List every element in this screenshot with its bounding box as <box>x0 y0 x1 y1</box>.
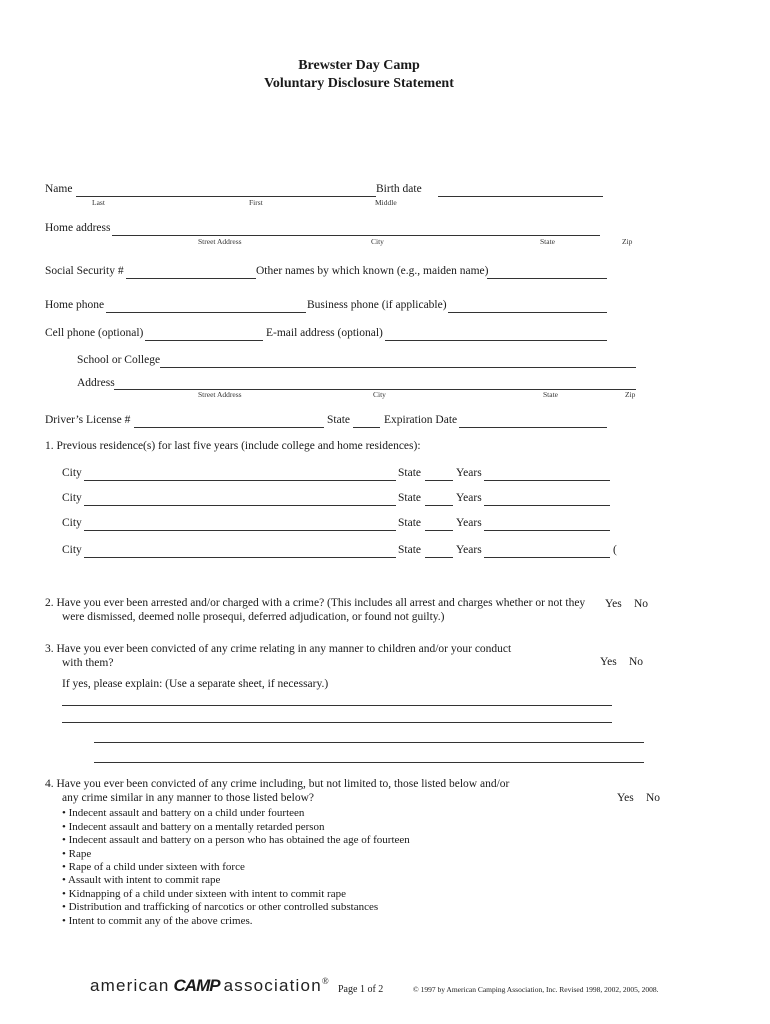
email-label: E-mail address (optional) <box>266 327 383 339</box>
q3-text-line1: 3. Have you ever been convicted of any crime relating in any manner to children and/or your conduct <box>45 643 512 655</box>
school-street-hint: Street Address <box>198 390 242 399</box>
residence-city-field[interactable] <box>84 557 396 558</box>
name-first-hint: First <box>249 198 263 207</box>
residence-trailing-mark: ( <box>613 544 617 556</box>
birth-date-field[interactable] <box>438 196 603 197</box>
form-subtitle: Voluntary Disclosure Statement <box>264 76 454 91</box>
q3-explain-line[interactable] <box>94 762 644 763</box>
q4-no-option[interactable]: No <box>646 792 661 804</box>
school-field[interactable] <box>160 367 636 368</box>
copyright-notice: © 1997 by American Camping Association, Inc. Revised 1998, 2002, 2005, 2008. <box>413 985 659 994</box>
other-names-label: Other names by which known (e.g., maiden name) <box>256 265 489 277</box>
name-last-hint: Last <box>92 198 105 207</box>
residence-years-label: Years <box>456 467 482 479</box>
residence-city-field[interactable] <box>84 480 396 481</box>
q3-yes-option[interactable]: Yes <box>600 656 617 668</box>
q2-text-line2: were dismissed, deemed nolle prosequi, deferred adjudication, or found not guilty.) <box>62 611 445 623</box>
residence-city-label: City <box>62 544 82 556</box>
page-number: Page 1 of 2 <box>338 984 384 995</box>
residence-city-field[interactable] <box>84 530 396 531</box>
home-phone-label: Home phone <box>45 299 105 311</box>
q3-explain-label: If yes, please explain: (Use a separate sheet, if necessary.) <box>62 678 329 690</box>
home-city-hint: City <box>371 237 384 246</box>
home-state-hint: State <box>540 237 555 246</box>
home-zip-hint: Zip <box>622 237 633 246</box>
form-title: Brewster Day Camp <box>298 58 420 73</box>
cell-phone-field[interactable] <box>145 340 263 341</box>
crime-list-item: • Intent to commit any of the above crimes. <box>62 915 253 927</box>
home-address-label: Home address <box>45 222 111 234</box>
school-label: School or College <box>77 354 161 366</box>
crime-list-item: • Indecent assault and battery on a mentally retarded person <box>62 821 325 833</box>
name-middle-hint: Middle <box>375 198 397 207</box>
residence-years-label: Years <box>456 492 482 504</box>
residence-city-label: City <box>62 467 82 479</box>
q3-text-line2: with them? <box>62 657 114 669</box>
q4-text-line2: any crime similar in any manner to those listed below? <box>62 792 314 804</box>
residence-state-field[interactable] <box>425 480 453 481</box>
residence-state-label: State <box>398 492 421 504</box>
residence-years-field[interactable] <box>484 480 610 481</box>
crime-list-item: • Distribution and trafficking of narcotics or other controlled substances <box>62 901 379 913</box>
q4-yes-option[interactable]: Yes <box>617 792 634 804</box>
crime-list-item: • Assault with intent to commit rape <box>62 874 221 886</box>
residence-state-field[interactable] <box>425 505 453 506</box>
q2-no-option[interactable]: No <box>634 598 649 610</box>
residence-state-label: State <box>398 544 421 556</box>
registered-mark: ® <box>321 976 329 986</box>
q2-text-line1: 2. Have you ever been arrested and/or charged with a crime? (This includes all arrest and charges whether or not they <box>45 597 586 609</box>
residence-years-field[interactable] <box>484 557 610 558</box>
crime-list-item: • Indecent assault and battery on a child under fourteen <box>62 807 305 819</box>
residence-years-field[interactable] <box>484 505 610 506</box>
school-zip-hint: Zip <box>625 390 636 399</box>
aca-logo <box>90 976 329 996</box>
crime-list-item: • Indecent assault and battery on a person who has obtained the age of fourteen <box>62 834 410 846</box>
name-label: Name <box>45 183 73 195</box>
residence-city-label: City <box>62 492 82 504</box>
residence-state-field[interactable] <box>425 530 453 531</box>
email-field[interactable] <box>385 340 607 341</box>
q2-yes-option[interactable]: Yes <box>605 598 622 610</box>
residence-years-label: Years <box>456 544 482 556</box>
residence-state-label: State <box>398 467 421 479</box>
crime-list-item: • Rape <box>62 848 92 860</box>
q3-explain-line[interactable] <box>62 722 612 723</box>
logo-word-american: american <box>90 976 170 995</box>
dl-state-label: State <box>327 414 350 426</box>
q3-explain-line[interactable] <box>62 705 612 706</box>
drivers-license-label: Driver’s License # <box>45 414 131 426</box>
other-names-field[interactable] <box>487 278 607 279</box>
q1-text: 1. Previous residence(s) for last five years (include college and home residences): <box>45 440 421 452</box>
school-address-label: Address <box>77 377 115 389</box>
crime-list-item: • Kidnapping of a child under sixteen with intent to commit rape <box>62 888 346 900</box>
birth-date-label: Birth date <box>376 183 422 195</box>
crime-list-item: • Rape of a child under sixteen with force <box>62 861 245 873</box>
ssn-field[interactable] <box>126 278 256 279</box>
cell-phone-label: Cell phone (optional) <box>45 327 144 339</box>
expiration-label: Expiration Date <box>384 414 458 426</box>
logo-word-association: association <box>223 976 322 995</box>
home-street-hint: Street Address <box>198 237 242 246</box>
ssn-label: Social Security # <box>45 265 124 277</box>
residence-state-label: State <box>398 517 421 529</box>
residence-city-label: City <box>62 517 82 529</box>
residence-years-field[interactable] <box>484 530 610 531</box>
home-phone-field[interactable] <box>106 312 306 313</box>
business-phone-field[interactable] <box>448 312 607 313</box>
q4-text-line1: 4. Have you ever been convicted of any crime including, but not limited to, those listed below and/or <box>45 778 510 790</box>
residence-state-field[interactable] <box>425 557 453 558</box>
logo-word-camp: CAMP <box>173 976 220 995</box>
home-address-field[interactable] <box>112 235 600 236</box>
residence-city-field[interactable] <box>84 505 396 506</box>
school-state-hint: State <box>543 390 558 399</box>
dl-state-field[interactable] <box>353 427 380 428</box>
q3-no-option[interactable]: No <box>629 656 644 668</box>
business-phone-label: Business phone (if applicable) <box>307 299 447 311</box>
residence-years-label: Years <box>456 517 482 529</box>
school-city-hint: City <box>373 390 386 399</box>
drivers-license-field[interactable] <box>134 427 324 428</box>
q3-explain-line[interactable] <box>94 742 644 743</box>
expiration-field[interactable] <box>459 427 607 428</box>
name-field[interactable] <box>76 196 376 197</box>
